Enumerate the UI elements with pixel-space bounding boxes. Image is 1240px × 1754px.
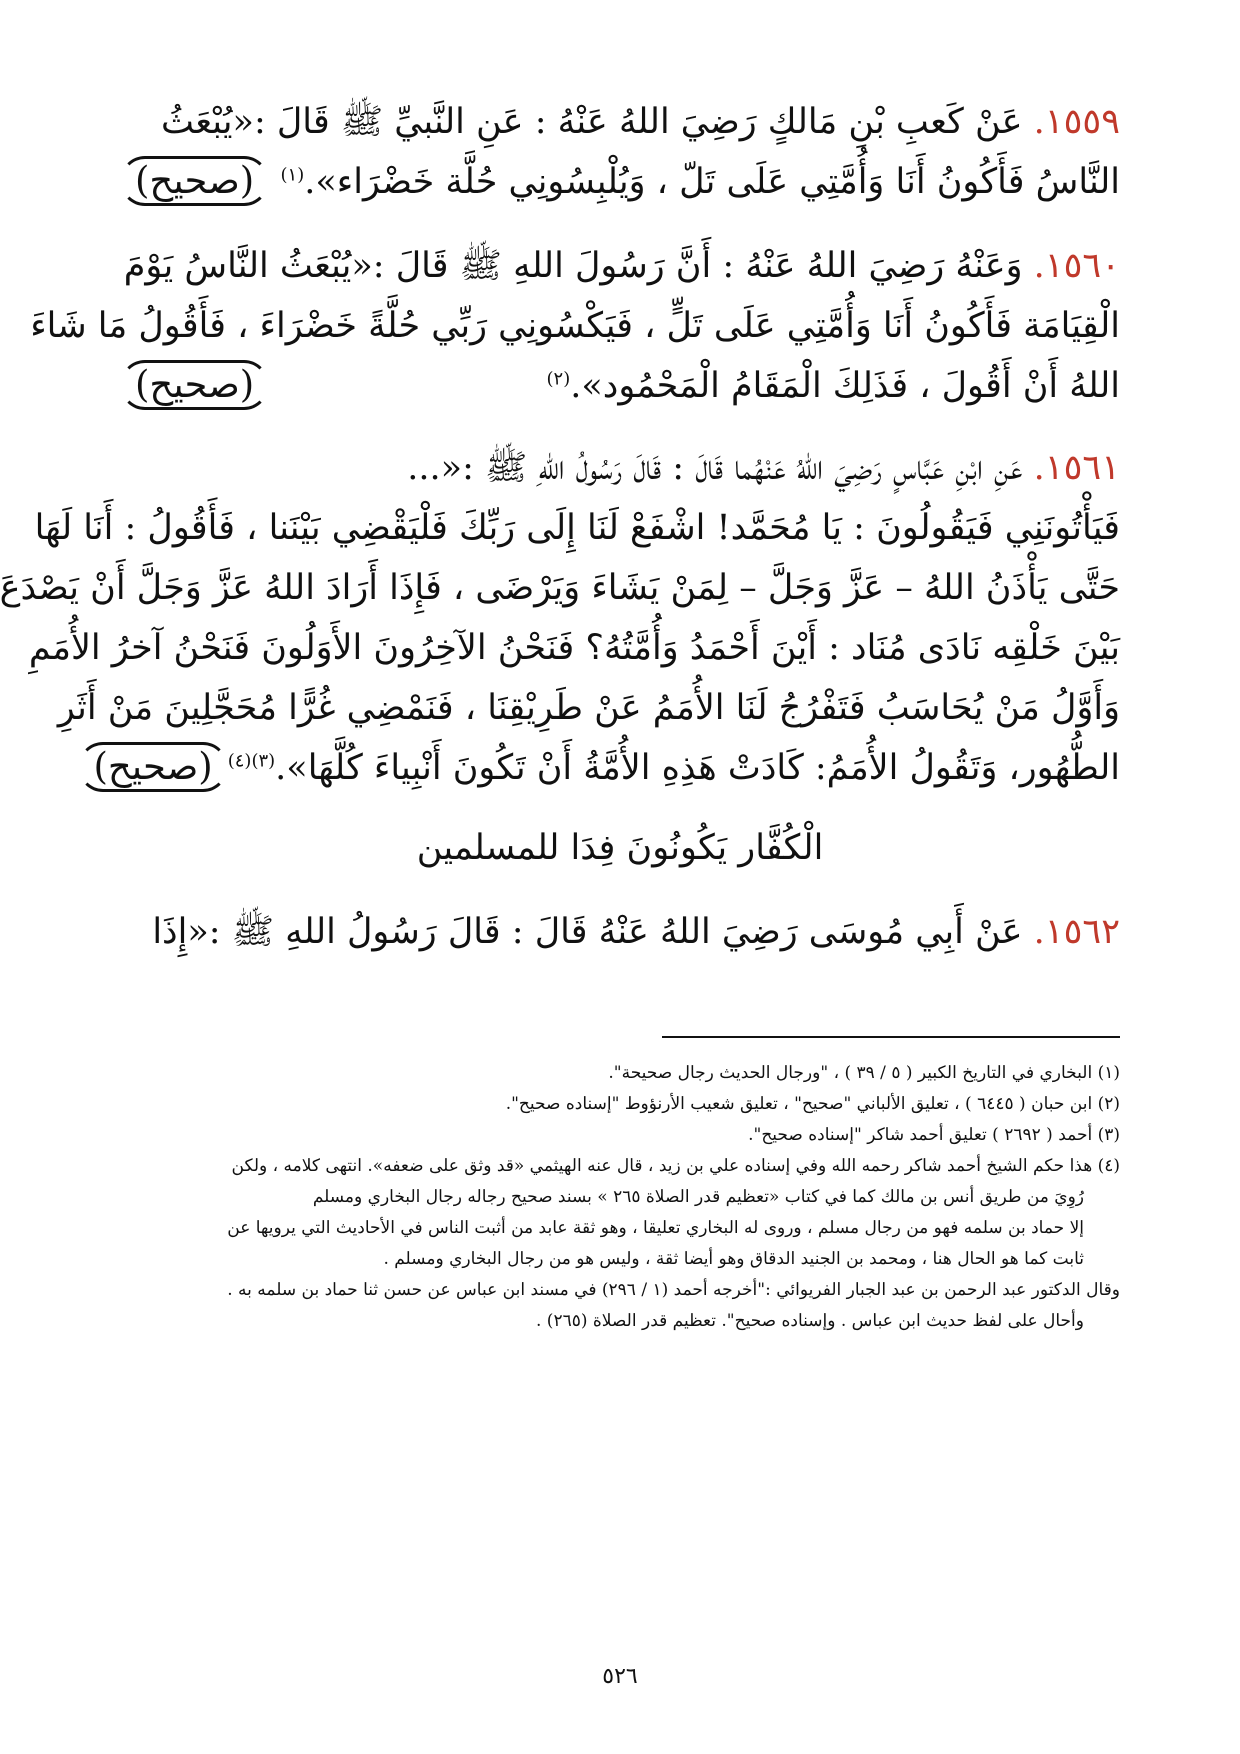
footnote-4-continued: [120, 1275, 1120, 1337]
hadith-1559: [120, 92, 1120, 212]
hadith-text: وَأَوَّلُ مَنْ يُحَاسَبُ فَتَفْرُجُ لَنَا الأُمَمُ عَنْ طَرِيْقِنَا ، فَنَمْضِي غُرًّا مُحَجَّلِينَ مَنْ أَثَرِ: [57, 688, 1120, 728]
hadith-1562: [120, 902, 1120, 962]
section-heading: الْكُفَّار يَكُونُونَ فِدَا للمسلمين: [416, 828, 824, 868]
hadith-number: ١٥٦١.: [1033, 448, 1120, 488]
footnote-line: ثابت كما هو الحال هنا ، ومحمد بن الجنيد الدقاق وهو أيضا ثقة ، وليس هو من رجال البخاري ومسلم .: [383, 1249, 1084, 1269]
footnote-2: (٢) ابن حبان ( ٦٤٤٥ ) ، تعليق الألباني "صحيح" ، تعليق شعيب الأرنؤوط "إسناده صحيح".: [505, 1094, 1120, 1114]
hadith-text: عَنِ ابْنِ عَبَّاسٍ رَضِيَ اللهُ عَنْهُما قَالَ : قَالَ رَسُولُ اللهِ ﷺ :«...: [407, 448, 1023, 488]
hadith-text: الطُّهُور، وَتَقُولُ الأُمَمُ: كَادَتْ هَذِهِ الأُمَّةُ أَنْ تَكُونَ أَنْبِياءَ كُلَّهَا».: [275, 748, 1120, 788]
grade-badge: (صحيح): [120, 156, 269, 206]
hadith-1561: [0, 438, 1120, 798]
hadith-line: [120, 356, 1120, 416]
hadith-line: [120, 92, 1120, 152]
hadith-text: وَعَنْهُ رَضِيَ اللهُ عَنْهُ : أَنَّ رَسُولَ اللهِ ﷺ قَالَ :«يُبْعَثُ النَّاسُ يَوْمَ: [123, 246, 1023, 286]
hadith-line: [120, 152, 1120, 212]
hadith-text: بَيْنَ خَلْقِه نَادَى مُنَاد : أَيْنَ أَحْمَدُ وَأُمَّتُهُ؟ فَنَحْنُ الآخِرُونَ الأَوَلُونَ فَنَحْنُ آخرُ الأُمَمِ: [28, 628, 1120, 668]
hadith-line: [57, 678, 1120, 738]
grade-badge: (صحيح): [120, 360, 269, 410]
footnote-divider: [662, 1036, 1120, 1038]
hadith-text: حَتَّى يَأْذَنُ اللهُ – عَزَّ وَجَلَّ – لِمَنْ يَشَاءَ وَيَرْضَى ، فَإِذَا أَرَادَ اللهُ عَزَّ وَجَلَّ أَنْ يَصْدَعَ: [0, 568, 1120, 608]
hadith-text: فَيَأْتُونَنِي فَيَقُولُونَ : يَا مُحَمَّد! اشْفَعْ لَنَا إِلَى رَبِّكَ فَلْيَقْضِي بَيْنَنا ، فَأَقُولُ : أَنَا لَهَا: [34, 508, 1120, 548]
page-number: ٥٢٦: [602, 1664, 638, 1689]
hadith-line: [120, 236, 1120, 296]
grade-badge: (صحيح): [78, 742, 227, 792]
footnote-ref[interactable]: (٢): [546, 368, 571, 390]
hadith-text: اللهُ أَنْ أَقُولَ ، فَذَلِكَ الْمَقَامُ الْمَحْمُود».: [570, 366, 1120, 406]
hadith-1560: [30, 236, 1120, 416]
hadith-number: ١٥٦٠.: [1033, 246, 1120, 286]
hadith-text: النَّاسُ فَأَكُونُ أَنَا وَأُمَّتِي عَلَى تَلّ ، وَيُلْبِسُونِي حُلَّة خَضْرَاء».: [304, 162, 1120, 202]
footnotes: [120, 1058, 1120, 1337]
hadith-text: الْقِيَامَة فَأَكُونُ أَنَا وَأُمَّتِي عَلَى تَلٍّ ، فَيَكْسُونِي رَبِّي حُلَّةً خَضْرَاءَ ، فَأَقُولُ مَا شَاءَ: [30, 306, 1120, 346]
footnote-line: (٤) هذا حكم الشيخ أحمد شاكر رحمه الله وفي إسناده علي بن زيد ، قال عنه الهيثمي «قد وثق على ضعفه». انتهى كلامه ، ولكن: [231, 1156, 1120, 1176]
hadith-line: [120, 438, 1120, 498]
footnote-ref[interactable]: (٣): [251, 750, 276, 772]
hadith-line: [34, 498, 1120, 558]
hadith-number: ١٥٦٢.: [1033, 912, 1120, 952]
footnote-line: إلا حماد بن سلمه فهو من رجال مسلم ، وروى له البخاري تعليقا ، وهو ثقة عابد من أثبت الناس في الأحاديث التي يرويها عن: [227, 1218, 1084, 1238]
footnote-1: (١) البخاري في التاريخ الكبير ( ٥ / ٣٩ ) ، "ورجال الحديث رجال صحيحة".: [608, 1063, 1120, 1083]
hadith-line: [93, 738, 1120, 798]
hadith-number: ١٥٥٩.: [1033, 102, 1120, 142]
hadith-line: [30, 296, 1120, 356]
footnote-ref[interactable]: (١): [280, 164, 305, 186]
footnote-3: (٣) أحمد ( ٢٦٩٢ ) تعليق أحمد شاكر "إسناده صحيح".: [748, 1125, 1120, 1145]
page-body: [0, 92, 1120, 984]
hadith-line: [0, 558, 1120, 618]
hadith-text: عَنْ كَعبِ بْنِ مَالكٍ رَضِيَ اللهُ عَنْهُ : عَنِ النَّبيِّ ﷺ قَالَ :«يُبْعَثُ: [160, 102, 1023, 142]
footnote-line: رُوِيَ من طريق أنس بن مالك كما في كتاب «تعظيم قدر الصلاة ٢٦٥ » بسند صحيح رجاله رجال البخاري ومسلم: [312, 1187, 1084, 1207]
footnote-line: وقال الدكتور عبد الرحمن بن عبد الجبار الفريوائي :"أخرجه أحمد (١ / ٢٩٦) في مسند ابن عباس عن حسن ثنا حماد بن سلمه به .: [227, 1280, 1120, 1300]
footnote-line: وأحال على لفظ حديث ابن عباس . وإسناده صحيح". تعظيم قدر الصلاة (٢٦٥) .: [535, 1311, 1084, 1331]
footnote-4: [120, 1151, 1120, 1275]
hadith-line: [120, 902, 1120, 962]
hadith-text: عَنْ أَبِي مُوسَى رَضِيَ اللهُ عَنْهُ قَالَ : قَالَ رَسُولُ اللهِ ﷺ :«إِذَا: [152, 912, 1023, 952]
footnote-ref[interactable]: (٤): [227, 750, 252, 772]
hadith-line: [28, 618, 1120, 678]
